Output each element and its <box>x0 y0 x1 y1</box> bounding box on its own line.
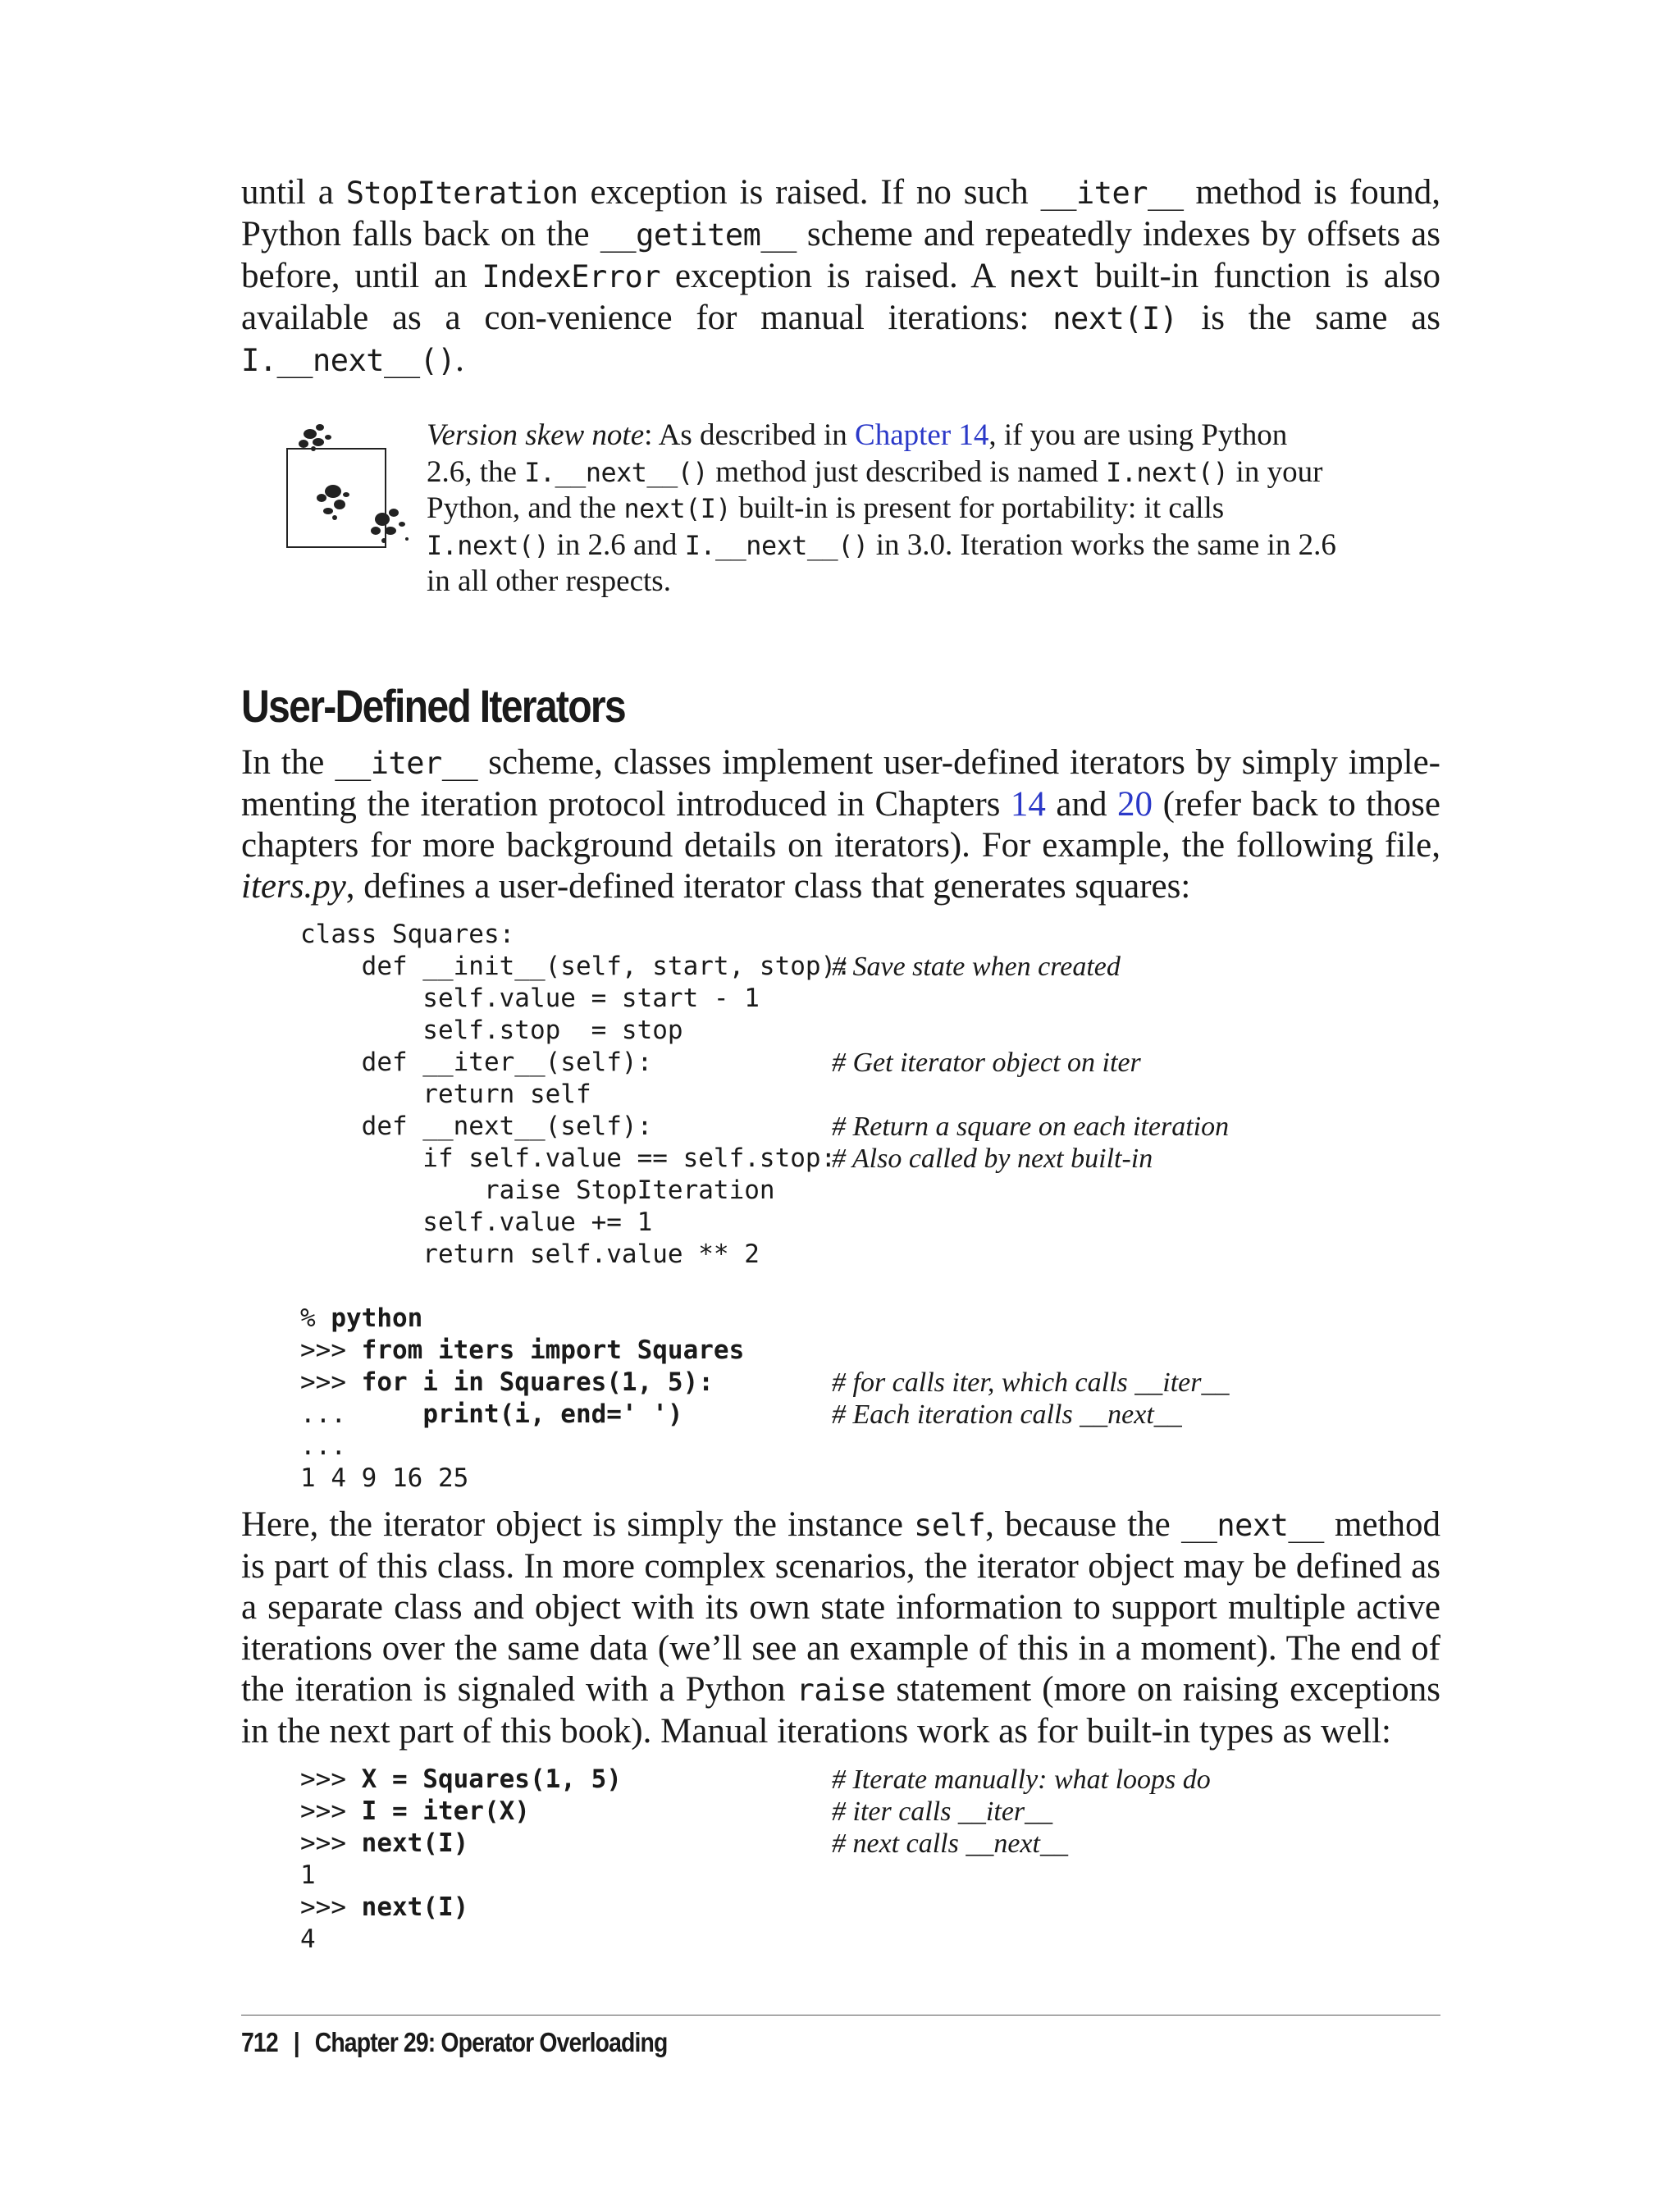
text-run: (refer back to those chapters for more background details on iterators). For example, the following file, <box>241 785 1440 865</box>
code-line <box>300 1764 1440 1796</box>
prompt: >>> <box>300 1796 362 1826</box>
text-run: , because the <box>985 1505 1181 1544</box>
text-run: 2.6, the <box>427 454 525 489</box>
interactive-session-code <box>300 1303 1440 1495</box>
inline-code: I.__next__() <box>684 529 869 561</box>
code-output: 1 4 9 16 25 <box>300 1463 469 1493</box>
code-line <box>300 1828 1440 1860</box>
code-comment: # Get iterator object on iter <box>832 1048 1141 1078</box>
code-comment: # iter calls __iter__ <box>832 1796 1053 1827</box>
text-run: method is found, Python falls back on the <box>241 173 1440 253</box>
code-line <box>300 1399 1440 1431</box>
filename: iters.py <box>241 867 346 906</box>
note-text <box>427 418 1544 600</box>
code-line <box>300 1111 1440 1143</box>
code-text: self.stop = stop <box>300 1016 683 1045</box>
inline-code: __getitem__ <box>600 217 797 253</box>
footer-separator: | <box>293 2027 299 2057</box>
text-run: , if you are using Python <box>988 418 1288 452</box>
inline-code: self <box>914 1508 986 1543</box>
code-comment: # Iterate manually: what loops do <box>832 1764 1211 1795</box>
user-input: for i in Squares(1, 5): <box>361 1367 714 1397</box>
text-run: Python, and the <box>427 491 624 525</box>
note-line: in all other respects. <box>427 564 671 598</box>
code-text: self.value = start - 1 <box>300 984 760 1013</box>
intro-paragraph <box>241 172 1440 381</box>
text-run: in 3.0. Iteration works the same in 2.6 <box>868 527 1336 562</box>
inline-code: next <box>1008 259 1080 294</box>
code-line <box>300 1335 1440 1367</box>
prompt: >>> <box>300 1828 362 1858</box>
code-line <box>300 1239 1440 1271</box>
code-line <box>300 983 1440 1015</box>
chapter-title: Chapter 29: Operator Overloading <box>314 2027 668 2057</box>
text-run: built-in is present for portability: it calls <box>731 491 1225 525</box>
code-line <box>300 1207 1440 1239</box>
inline-code: StopIteration <box>345 176 578 211</box>
text-run: and <box>1045 785 1118 824</box>
text-run: built-in function is also available as a con-venience for manual iterations: <box>241 257 1440 337</box>
code-text: class Squares: <box>300 920 515 949</box>
code-line <box>300 1047 1440 1079</box>
text-run: scheme and repeatedly indexes by offsets as before, until an <box>241 215 1440 295</box>
code-comment: # for calls iter, which calls __iter__ <box>832 1367 1230 1398</box>
explanation-paragraph <box>241 1504 1440 1752</box>
text-run: . <box>455 340 464 379</box>
code-text: return self.value ** 2 <box>300 1239 760 1269</box>
page-footer <box>241 2015 1440 2058</box>
code-line <box>300 1892 1440 1924</box>
prompt: >>> <box>300 1335 362 1365</box>
code-line <box>300 919 1440 951</box>
code-comment: # next calls __next__ <box>832 1828 1068 1859</box>
code-text: def __init__(self, start, stop): <box>300 952 851 981</box>
inline-code: __iter__ <box>335 746 478 781</box>
user-input: python <box>331 1303 423 1333</box>
code-output: 1 <box>300 1860 316 1890</box>
inline-code: next(I) <box>623 493 732 524</box>
code-text: def __next__(self): <box>300 1112 653 1141</box>
code-comment: # Save state when created <box>832 952 1121 982</box>
user-input: from iters import Squares <box>361 1335 745 1365</box>
squares-class-code <box>300 919 1440 1271</box>
inline-code: __next__ <box>1180 1508 1324 1543</box>
text-run: is the same as <box>1177 299 1440 337</box>
user-input: I = iter(X) <box>361 1796 530 1826</box>
manual-iteration-code <box>300 1764 1440 1956</box>
chapter-20-link[interactable]: 20 <box>1117 785 1153 824</box>
prompt: % <box>300 1303 331 1333</box>
code-line <box>300 1463 1440 1495</box>
inline-code: next(I) <box>1052 301 1178 336</box>
note-line <box>427 418 1544 454</box>
user-input: next(I) <box>361 1828 469 1858</box>
code-line <box>300 1796 1440 1828</box>
code-comment: # Also called by next built-in <box>832 1144 1153 1174</box>
text-run: : As described in <box>644 418 856 452</box>
note-label: Version skew note <box>427 418 645 452</box>
code-line <box>300 1303 1440 1335</box>
inline-code: raise <box>796 1673 886 1708</box>
text-run: Here, the iterator object is simply the instance <box>241 1505 915 1544</box>
code-text <box>300 1303 422 1335</box>
prompt: >>> <box>300 1892 362 1922</box>
code-text <box>300 1796 530 1828</box>
note-line <box>427 454 1544 491</box>
page-number: 712 <box>241 2027 278 2057</box>
code-line <box>300 1015 1440 1047</box>
inline-code: I.__next__() <box>524 456 709 488</box>
code-line <box>300 1079 1440 1111</box>
text-run: statement (more on raising exceptions in the next part of this book). Manual iterations work as for built-in types as well: <box>241 1670 1440 1751</box>
user-input: X = Squares(1, 5) <box>361 1764 622 1794</box>
code-comment: # Return a square on each iteration <box>832 1112 1230 1142</box>
code-text <box>300 1335 744 1367</box>
version-skew-note <box>241 416 1440 637</box>
code-text <box>300 1892 468 1924</box>
text-run: in your <box>1228 454 1323 489</box>
code-text <box>300 1399 683 1431</box>
code-text: return self <box>300 1080 591 1109</box>
code-text <box>300 1828 468 1860</box>
code-line <box>300 951 1440 983</box>
note-line <box>427 491 1544 527</box>
section-title: User-Defined Iterators <box>241 680 625 732</box>
inline-code: I.next() <box>427 529 550 561</box>
inline-code: I.next() <box>1106 456 1229 488</box>
chapter-14-link[interactable]: 14 <box>1010 785 1046 824</box>
inline-code: __iter__ <box>1040 176 1184 211</box>
footer-rule <box>241 2015 1440 2016</box>
note-line <box>427 527 1544 564</box>
text-run: In the <box>241 743 336 782</box>
page-body <box>241 172 1440 1956</box>
text-run: method is part of this class. In more complex scenarios, the iterator object may be defined as a separate class and object with its own state information to support multiple active iterations over the same data (we’ll see an example of this in a moment). The end of the iteration is signaled with a Python <box>241 1505 1440 1709</box>
code-line <box>300 1924 1440 1956</box>
text-run: until a <box>241 173 346 212</box>
user-input: print(i, end=' ') <box>422 1399 683 1429</box>
chapter-14-link[interactable]: Chapter 14 <box>855 418 989 452</box>
code-text: raise StopIteration <box>300 1176 775 1205</box>
text-run: in 2.6 and <box>549 527 685 562</box>
code-line <box>300 1431 1440 1463</box>
code-line <box>300 1367 1440 1399</box>
user-input: next(I) <box>361 1892 469 1922</box>
code-line <box>300 1860 1440 1892</box>
text-run: exception is raised. If no such <box>578 173 1041 212</box>
code-comment: # Each iteration calls __next__ <box>832 1399 1182 1430</box>
code-text <box>300 1367 714 1399</box>
prompt: ... <box>300 1399 423 1429</box>
code-text: ... <box>300 1431 346 1461</box>
prompt: >>> <box>300 1367 362 1397</box>
code-text: def __iter__(self): <box>300 1048 653 1077</box>
inline-code: I.__next__() <box>241 343 456 378</box>
text-run: method just described is named <box>708 454 1107 489</box>
text-run: exception is raised. A <box>660 257 1009 295</box>
turkey-note-icon <box>285 416 417 555</box>
code-text <box>300 1764 622 1796</box>
text-run: scheme, classes implement user-defined iterators by simply imple-menting the iteration protocol introduced in Chapters <box>241 743 1441 824</box>
text-run: , defines a user-defined iterator class that generates squares: <box>345 867 1191 906</box>
iterators-paragraph <box>241 742 1440 907</box>
inline-code: IndexError <box>482 259 661 294</box>
footer-text <box>241 2027 1272 2058</box>
prompt: >>> <box>300 1764 362 1794</box>
code-line <box>300 1175 1440 1207</box>
code-text: self.value += 1 <box>300 1208 653 1237</box>
code-output: 4 <box>300 1924 316 1954</box>
code-text: if self.value == self.stop: <box>300 1144 837 1173</box>
code-line <box>300 1143 1440 1175</box>
